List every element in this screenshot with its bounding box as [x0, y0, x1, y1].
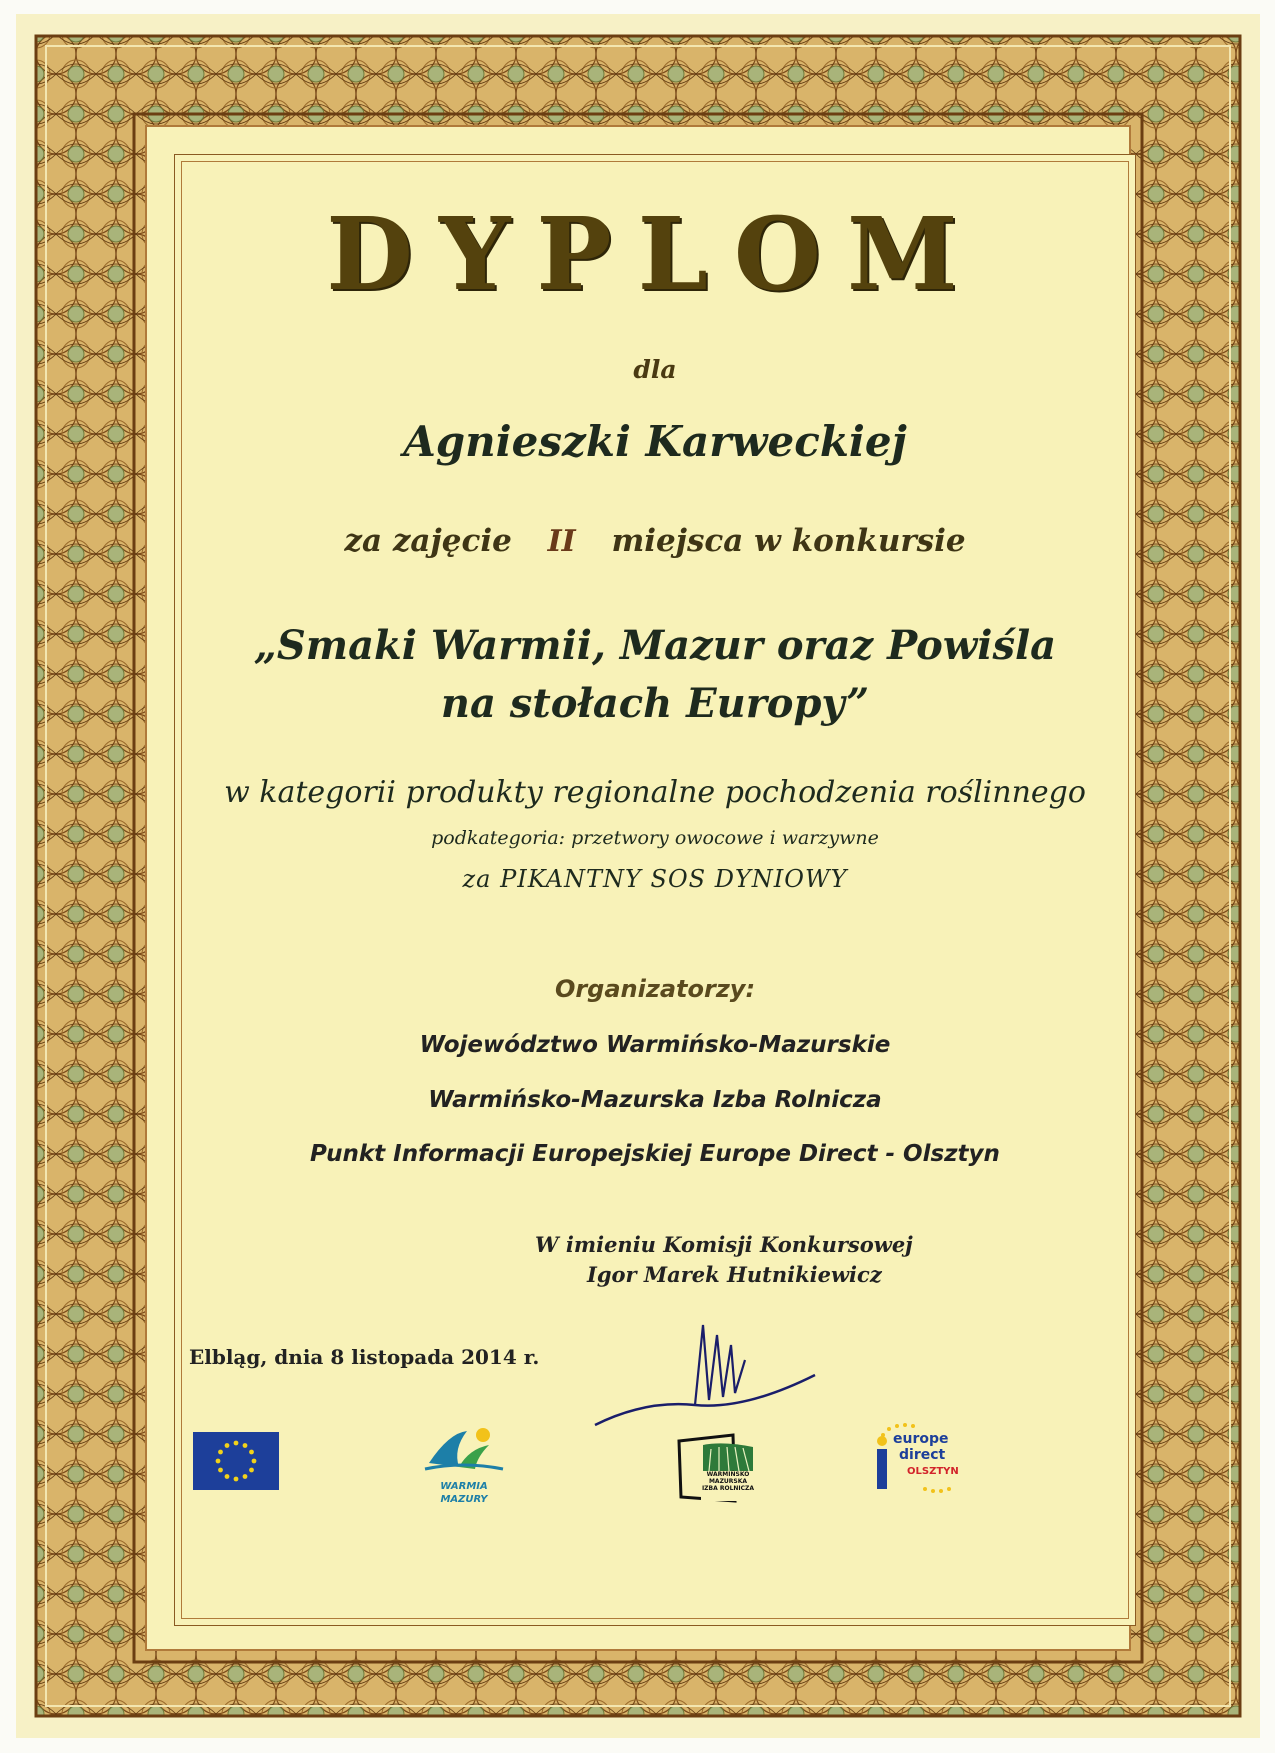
for-label: dla	[633, 355, 677, 384]
europe-label: europe	[893, 1431, 949, 1447]
product: za PIKANTNY SOS DYNIOWY	[462, 865, 848, 893]
diploma-content	[174, 154, 1136, 1626]
izba-label-3: IZBA ROLNICZA	[701, 1485, 755, 1492]
organizers-heading: Organizatorzy:	[554, 975, 756, 1003]
izba-rolnicza-logo	[673, 1431, 759, 1507]
place-suffix: miejsca w konkursie	[611, 523, 966, 559]
diploma-sheet	[16, 14, 1260, 1738]
committee-line: W imieniu Komisji Konkursowej	[535, 1232, 913, 1257]
organizer-item: Warmińsko-Mazurska Izba Rolnicza	[428, 1087, 882, 1113]
warmia-mazury-logo	[419, 1423, 509, 1513]
direct-label: direct	[899, 1447, 946, 1463]
mazury-label: MAZURY	[440, 1494, 488, 1505]
contest-line-2: na stołach Europy”	[440, 680, 870, 727]
place-number: II	[547, 524, 576, 559]
organizer-item: Województwo Warmińsko-Mazurskie	[419, 1032, 891, 1058]
izba-label-2: MAZURSKA	[708, 1478, 748, 1485]
warmia-label: WARMIA	[440, 1481, 488, 1492]
organizer-item: Punkt Informacji Europejskiej Europe Direct - Olsztyn	[310, 1141, 1000, 1167]
contest-line-1: „Smaki Warmii, Mazur oraz Powiśla	[253, 622, 1057, 669]
category: w kategorii produkty regionalne pochodzenia roślinnego	[224, 775, 1086, 810]
subcategory: podkategoria: przetwory owocowe i warzywne	[431, 827, 879, 849]
committee-chair: Igor Marek Hutnikiewicz	[587, 1262, 882, 1287]
place-and-date: Elbląg, dnia 8 listopada 2014 r.	[189, 1345, 540, 1369]
izba-label	[701, 1471, 755, 1492]
place-line	[175, 523, 1135, 559]
committee-block	[535, 1230, 913, 1290]
recipient-name: Agnieszki Karweckiej	[403, 417, 907, 466]
place-prefix: za zajęcie	[344, 523, 512, 559]
olsztyn-label: OLSZTYN	[907, 1466, 959, 1477]
eu-flag-logo	[193, 1432, 279, 1490]
diploma-title: DYPLOM	[326, 195, 984, 313]
izba-label-1: WARMIŃSKO	[706, 1471, 750, 1478]
contest-name	[175, 617, 1135, 733]
europe-direct-logo	[869, 1423, 979, 1499]
